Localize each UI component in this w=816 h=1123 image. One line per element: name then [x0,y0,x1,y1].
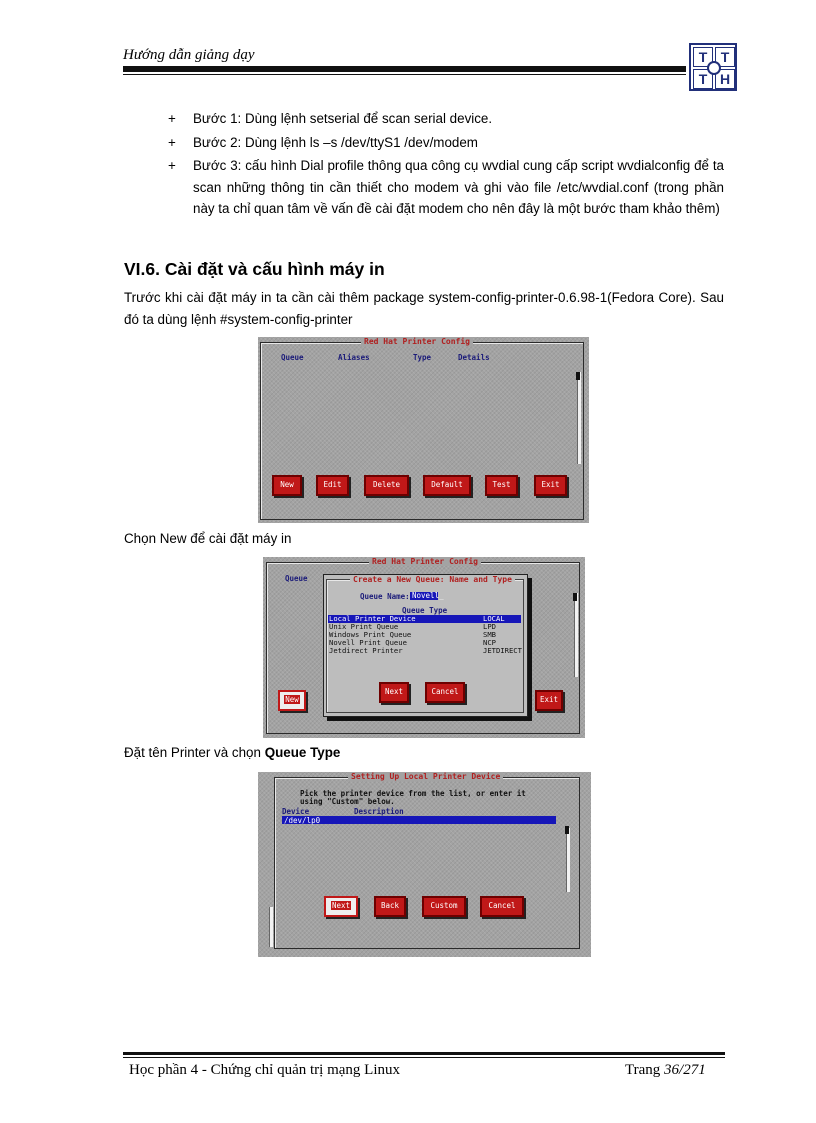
bullet-text: Bước 1: Dùng lệnh setserial để scan serial device. [193,111,493,126]
type-option-code: LOCAL [483,614,505,623]
header-rule [123,66,686,72]
type-option-code: SMB [483,630,496,639]
bullet-text: Bước 3: cấu hình Dial profile thông qua công cụ wvdial cung cấp script wvdialconfig để ta scan những thông tin cần thiết cho modem và ghi vào file /etc/wvdial.conf (trong phần này ta chỉ quan tâm về vấn đề cài đặt modem cho nên đây là một bước tham khảo thêm) [193,158,724,216]
column-device: Device [282,807,310,816]
new-button-label: New [285,695,299,704]
column-type: Type [413,353,432,362]
queue-name-label: Queue Name: [360,592,410,601]
type-option-code: JETDIRECT [483,646,522,655]
column-description: Description [354,807,404,816]
type-option-name[interactable]: Unix Print Queue [329,622,399,631]
caption-choose-new: Chọn New để cài đặt máy in [124,531,292,546]
custom-button[interactable]: Custom [422,896,466,917]
create-queue-dialog [323,574,528,717]
logo-letter: T [693,69,713,89]
type-option-name[interactable]: Windows Print Queue [329,630,412,639]
intro-paragraph: Trước khi cài đặt máy in ta cần cài thêm package system-config-printer-0.6.98-1(Fedora Core). Sau đó ta dùng lệnh #system-config-printer [124,290,724,327]
bullet-text: Bước 2: Dùng lệnh ls –s /dev/ttyS1 /dev/modem [193,134,478,150]
bullet-mark: + [168,111,176,126]
header-title: Hướng dẫn giảng dạy [123,47,255,63]
type-option-name[interactable]: Novell Print Queue [329,638,407,647]
footer-course: Học phần 4 - Chứng chỉ quản trị mạng Linux [129,1062,400,1078]
footer-page [625,1062,706,1079]
bullet-item [168,155,724,220]
bullet-mark: + [168,134,176,150]
next-button[interactable] [324,896,358,917]
dialog-title: Setting Up Local Printer Device [348,772,503,781]
footer-rule-thin [123,1057,725,1058]
scrollbar[interactable] [574,593,578,677]
caption-queue-type [124,745,340,760]
bullet-list [168,108,724,222]
footer-rule [123,1052,725,1055]
bullet-mark: + [168,158,176,173]
next-button-label: Next [331,901,351,910]
cancel-button[interactable]: Cancel [480,896,524,917]
caption-text: Đặt tên Printer và chọn [124,745,265,760]
new-button[interactable]: New [272,475,302,496]
edit-button[interactable]: Edit [316,475,349,496]
logo-letter: T [715,47,735,67]
window-title: Red Hat Printer Config [361,337,473,346]
back-button[interactable]: Back [374,896,406,917]
footer-page-number: 36/271 [664,1062,706,1078]
cancel-button[interactable]: Cancel [425,682,465,703]
new-button[interactable] [278,690,306,711]
window-title: Red Hat Printer Config [369,557,481,566]
logo-letter: H [715,69,735,89]
instruction-line: Pick the printer device from the list, or enter it [300,789,526,798]
tth-logo [689,43,737,91]
footer-page-prefix: Trang [625,1062,665,1078]
column-queue: Queue [285,574,308,583]
screenshot-local-printer-device [258,772,591,957]
queue-type-header: Queue Type [402,606,448,615]
header-rule-thin [123,74,686,75]
scrollbar-thumb[interactable] [573,593,577,601]
column-aliases: Aliases [338,353,370,362]
exit-button[interactable]: Exit [534,475,567,496]
caption-bold: Queue Type [264,745,341,760]
next-button[interactable]: Next [379,682,409,703]
screenshot-new-queue [263,557,585,738]
screenshot-printer-config [258,337,589,523]
side-scrollbar[interactable] [269,907,273,947]
type-option-code: NCP [483,638,496,647]
scrollbar-thumb[interactable] [576,372,580,380]
selected-device-highlight[interactable] [282,816,556,824]
scrollbar-thumb[interactable] [565,826,569,834]
scrollbar[interactable] [577,372,581,464]
bullet-item [168,132,724,154]
scrollbar[interactable] [566,828,570,892]
dialog-title: Create a New Queue: Name and Type [350,575,515,584]
default-button[interactable]: Default [423,475,471,496]
type-option-name[interactable]: Local Printer Device [329,614,416,623]
type-option-name[interactable]: Jetdirect Printer [329,646,403,655]
logo-letter: T [693,47,713,67]
instruction-line: using "Custom" below. [300,797,395,806]
section-heading: VI.6. Cài đặt và cấu hình máy in [124,259,385,279]
logo-circle [707,61,721,75]
delete-button[interactable]: Delete [364,475,409,496]
bullet-item [168,108,724,130]
queue-name-input[interactable]: Novell_ [412,591,444,600]
exit-button[interactable]: Exit [535,690,563,711]
device-option[interactable]: /dev/lp0 [284,816,321,825]
column-details: Details [458,353,490,362]
column-queue: Queue [281,353,304,362]
type-option-code: LPD [483,622,496,631]
test-button[interactable]: Test [485,475,518,496]
